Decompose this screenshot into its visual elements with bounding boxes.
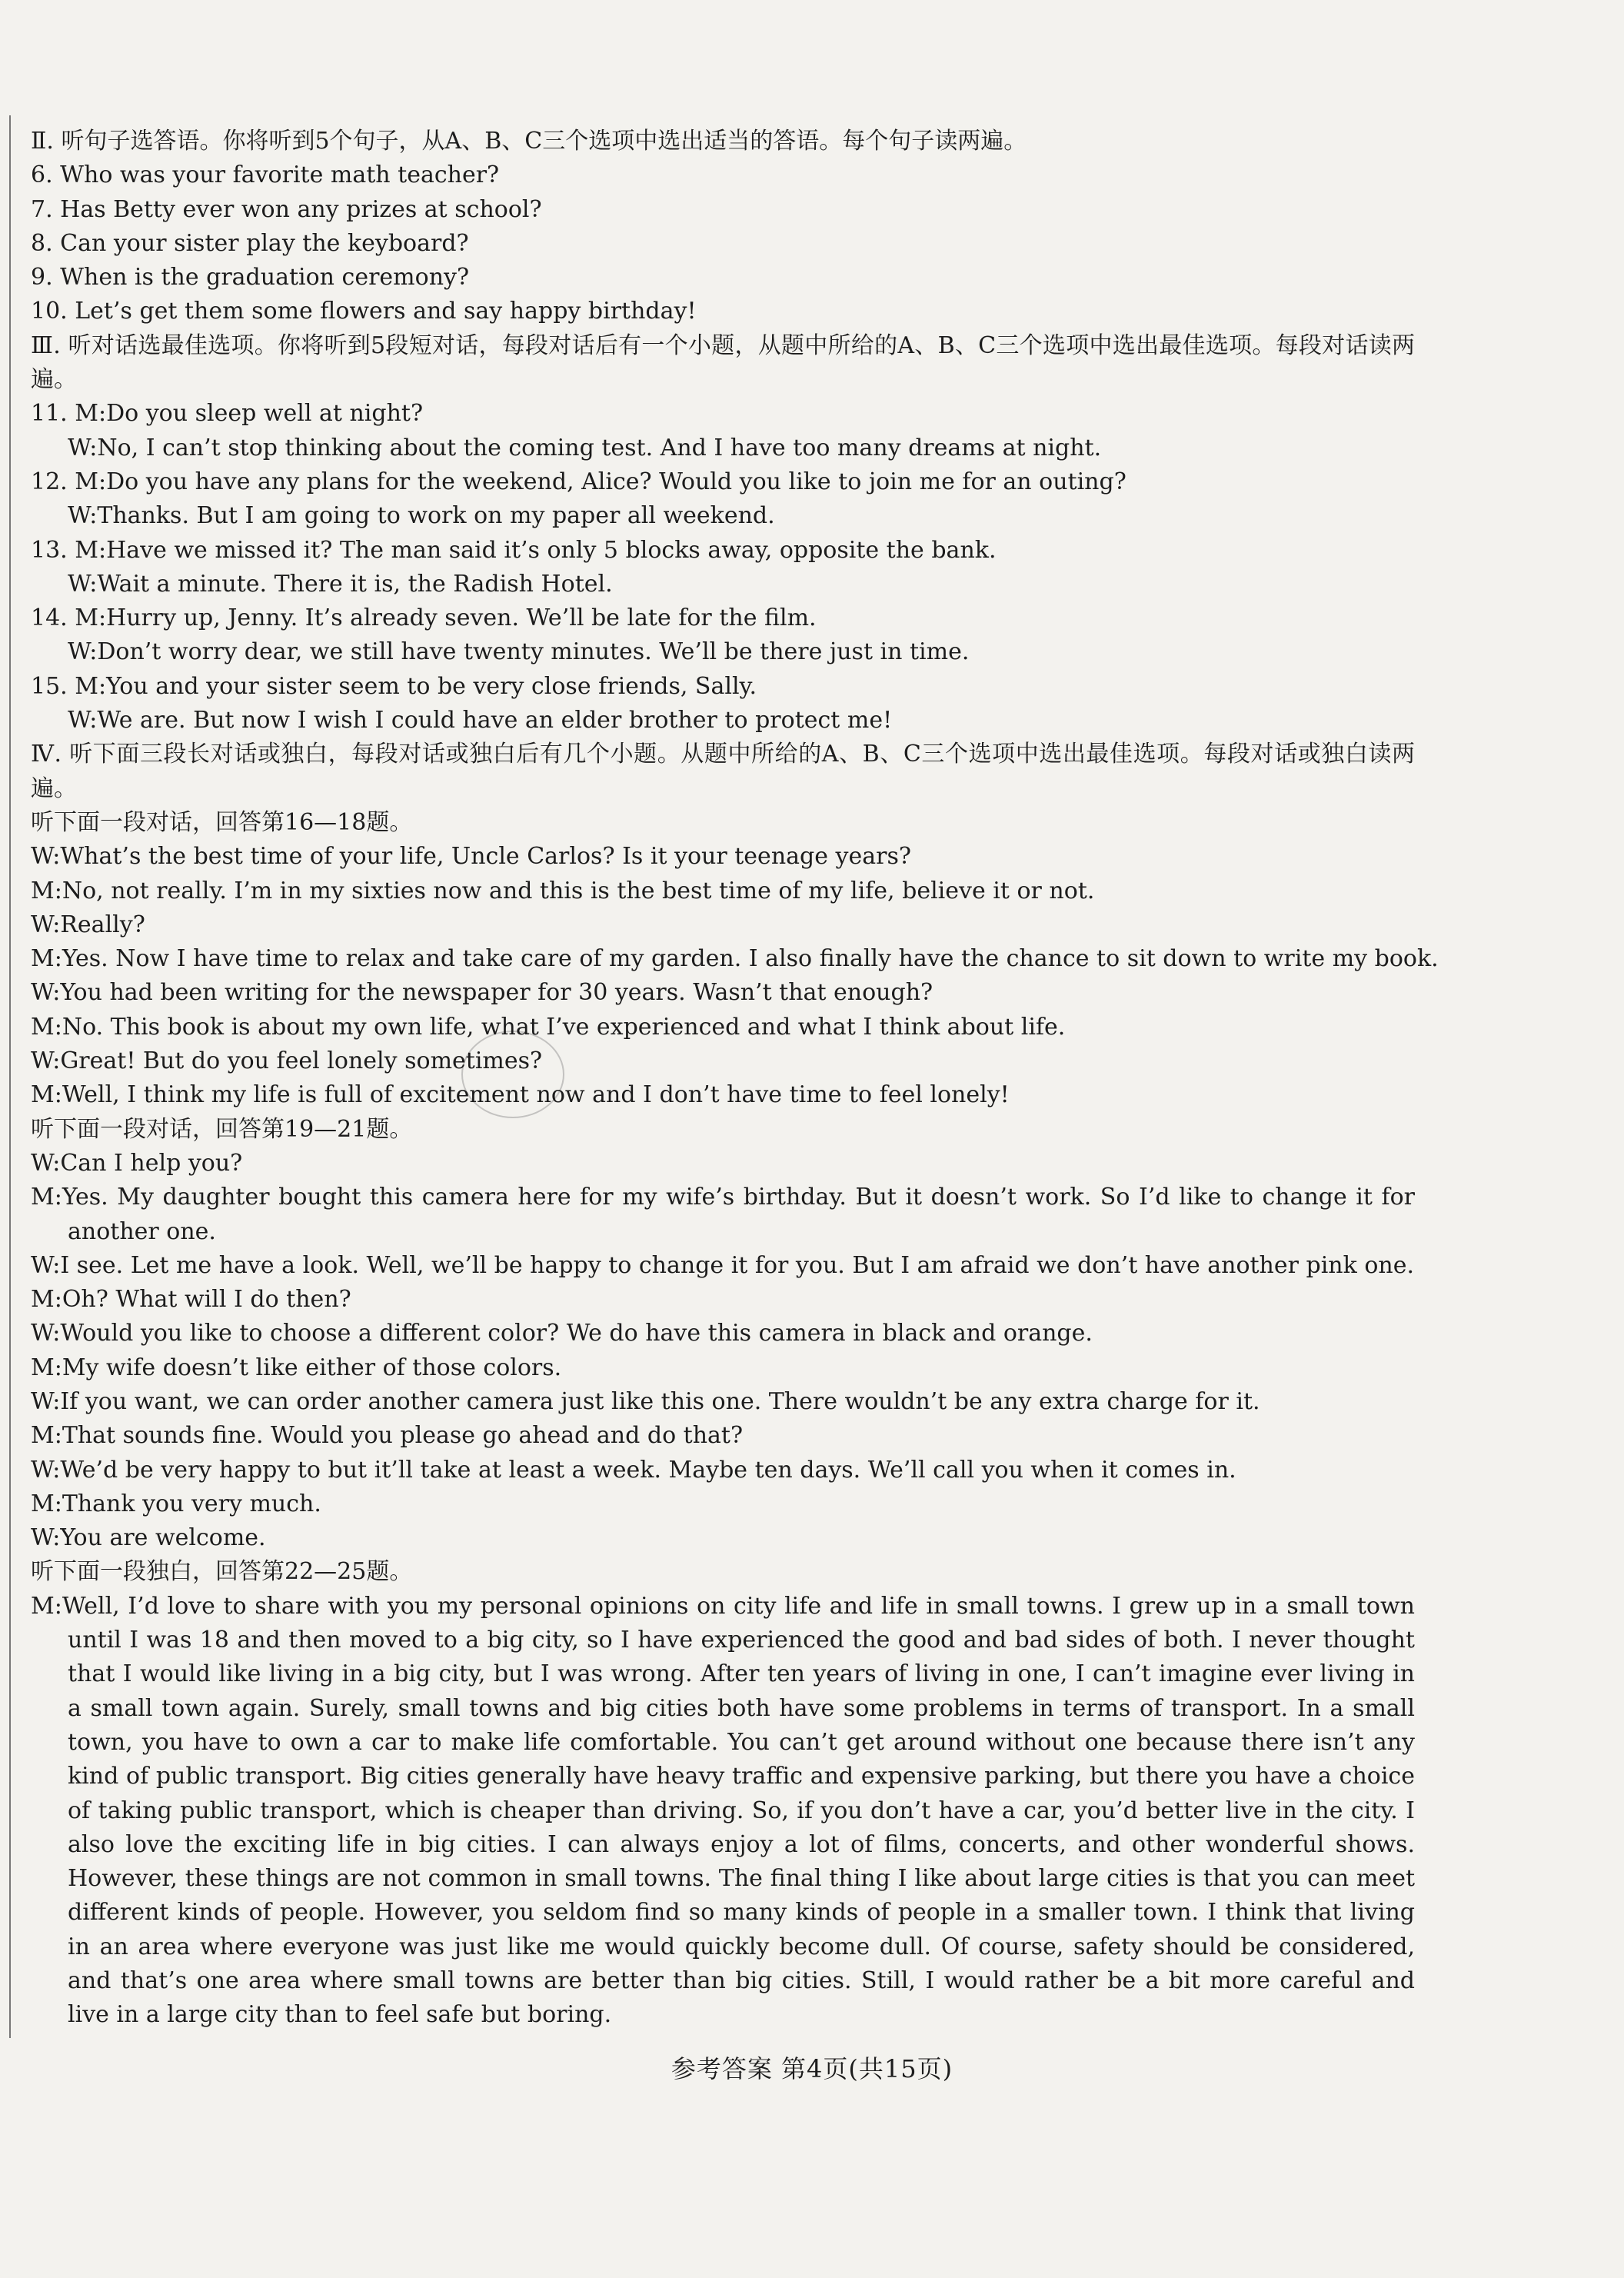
conversation-line: W:You had been writing for the newspaper for 30 years. Wasn’t that enough? (31, 979, 933, 1007)
conversation-line: M:No, not really. I’m in my sixties now and this is the best time of my life, believe it or not. (31, 877, 1095, 904)
binding-margin-line (9, 115, 11, 2038)
sentence-item: 9. When is the graduation ceremony? (31, 264, 470, 291)
conversation-line: M:That sounds fine. Would you please go ahead and do that? (31, 1422, 744, 1450)
conversation-line: W:We’d be very happy to but it’ll take at least a week. Maybe ten days. We’ll call you when it comes in. (31, 1456, 1236, 1484)
dialogue-line-w: W:Don’t worry dear, we still have twenty minutes. We’ll be there just in time. (68, 638, 970, 666)
conversation-line: M:Well, I think my life is full of excitement now and I don’t have time to feel lonely! (31, 1081, 1010, 1109)
section-4-heading: Ⅳ. 听下面三段长对话或独白，每段对话或独白后有几个小题。从题中所给的A、B、C三个选项中选出最佳选项。每段对话或独白读两遍。 (31, 741, 1415, 802)
conversation-line: M:Yes. My daughter bought this camera here for my wife’s birthday. But it doesn’t work. So I’d like to change it for another one. (31, 1184, 1415, 1245)
part-1-label: 听下面一段对话，回答第16—18题。 (31, 808, 413, 836)
conversation-line: W:If you want, we can order another camera just like this one. There wouldn’t be any extra charge for it. (31, 1387, 1260, 1415)
conversation-line: M:My wife doesn’t like either of those colors. (31, 1354, 562, 1381)
conversation-line: W:Can I help you? (31, 1149, 243, 1177)
sentence-item: 8. Can your sister play the keyboard? (31, 229, 469, 257)
dialogue-line-w: W:We are. But now I wish I could have an elder brother to protect me! (68, 707, 893, 734)
dialogue-line-m: 15. M:You and your sister seem to be very close friends, Sally. (31, 672, 757, 700)
dialogue-line-w: W:Thanks. But I am going to work on my paper all weekend. (68, 502, 775, 530)
conversation-line: W:You are welcome. (31, 1524, 266, 1552)
conversation-line: M:Yes. Now I have time to relax and take care of my garden. I also finally have the chance to sit down to write my book. (31, 945, 1439, 973)
dialogue-line-m: 13. M:Have we missed it? The man said it’s only 5 blocks away, opposite the bank. (31, 536, 997, 564)
conversation-line: M:Thank you very much. (31, 1490, 321, 1517)
listening-script (31, 125, 1439, 2033)
page-footer: 参考答案 第4页(共15页) (671, 2054, 953, 2083)
conversation-line: W:What’s the best time of your life, Uncle Carlos? Is it your teenage years? (31, 843, 911, 871)
dialogue-line-m: 14. M:Hurry up, Jenny. It’s already seven. We’ll be late for the film. (31, 604, 817, 632)
sentence-item: 6. Who was your favorite math teacher? (31, 162, 500, 189)
dialogue-line-w: W:No, I can’t stop thinking about the coming test. And I have too many dreams at night. (68, 434, 1102, 461)
section-2-heading: Ⅱ. 听句子选答语。你将听到5个句子，从A、B、C三个选项中选出适当的答语。每个句子读两遍。 (31, 128, 1027, 155)
conversation-line: W:Would you like to choose a different color? We do have this camera in black and orange. (31, 1320, 1093, 1347)
conversation-line: W:I see. Let me have a look. Well, we’ll be happy to change it for you. But I am afraid we don’t have another pink one. (31, 1251, 1415, 1279)
monologue-text: M:Well, I’d love to share with you my personal opinions on city life and life in small towns. I grew up in a small town until I was 18 and then moved to a big city, so I have experienced the good and bad sides of both. I never thought that I would like living in a big city, but I was wrong. After ten years of living in one, I can’t imagine ever living in a small town again. Surely, small towns and big cities both have some problems in terms of transport. In a small town, you have to own a car to make life comfortable. You can’t get around without one because there isn’t any kind of public transport. Big cities generally have heavy traffic and expensive parking, but there you have a choice of taking public transport, which is cheaper than driving. So, if you don’t have a car, you’d better live in the city. I also love the exciting life in big cities. I can always enjoy a lot of films, concerts, and other wonderful shows. However, these things are not common in small towns. The final thing I like about large cities is that you can meet different kinds of people. However, you seldom find so many kinds of people in a smaller town. I think that living in an area where everyone was just like me would quickly become dull. Of course, safety should be considered, and that’s one area where small towns are better than big cities. Still, I would rather be a bit more careful and live in a large city than to feel safe but boring. (31, 1592, 1415, 2029)
sentence-item: 7. Has Betty ever won any prizes at school? (31, 195, 542, 223)
dialogue-line-m: 11. M:Do you sleep well at night? (31, 400, 424, 428)
conversation-line: M:No. This book is about my own life, what I’ve experienced and what I think about life. (31, 1013, 1066, 1041)
conversation-line: M:Oh? What will I do then? (31, 1286, 351, 1314)
part-3-label: 听下面一段独白，回答第22—25题。 (31, 1558, 413, 1586)
conversation-line: W:Really? (31, 911, 145, 938)
dialogue-line-w: W:Wait a minute. There it is, the Radish Hotel. (68, 570, 613, 598)
sentence-item: 10. Let’s get them some flowers and say happy birthday! (31, 298, 697, 325)
part-2-label: 听下面一段对话，回答第19—21题。 (31, 1115, 413, 1143)
conversation-line: W:Great! But do you feel lonely sometimes? (31, 1047, 543, 1075)
dialogue-line-m: 12. M:Do you have any plans for the weekend, Alice? Would you like to join me for an outing? (31, 468, 1126, 495)
section-3-heading: Ⅲ. 听对话选最佳选项。你将听到5段短对话，每段对话后有一个小题，从题中所给的A、B、C三个选项中选出最佳选项。每段对话读两遍。 (31, 331, 1415, 394)
